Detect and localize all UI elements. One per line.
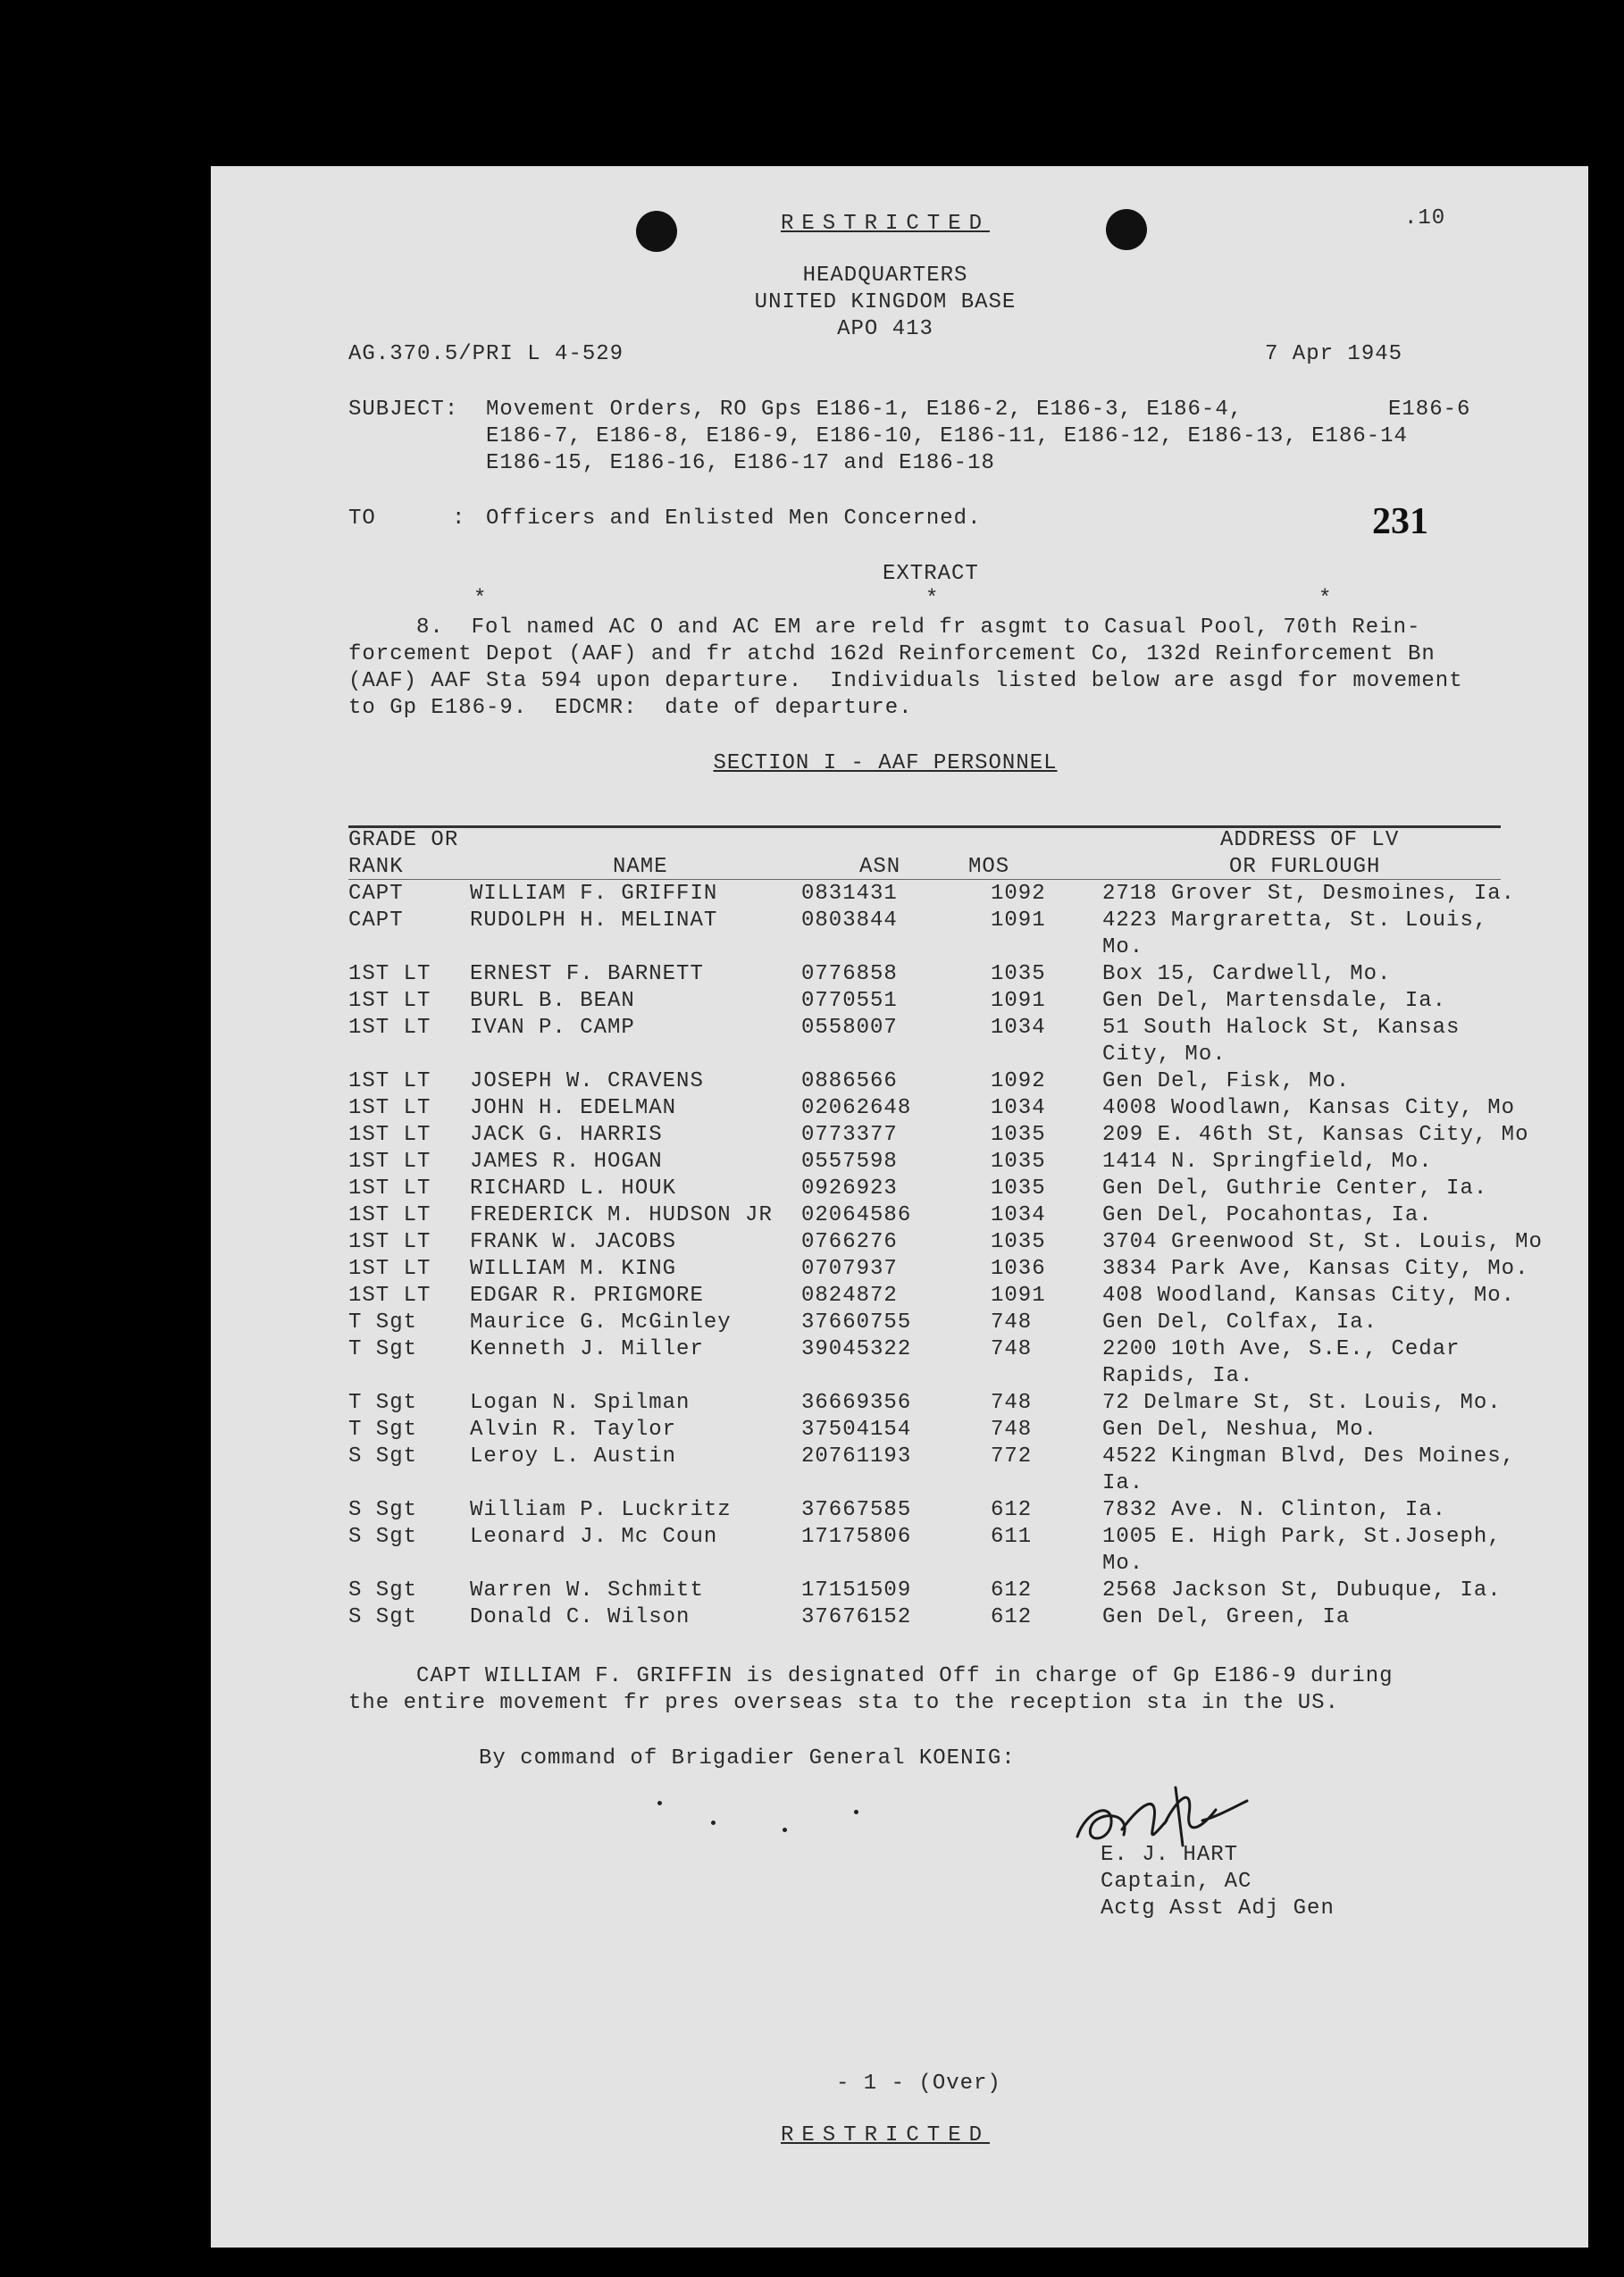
asn-cell: 02064586 [801, 1203, 912, 1227]
asn-cell: 37676152 [801, 1605, 912, 1629]
asn-cell: 0707937 [801, 1257, 898, 1281]
header-grade-1: GRADE OR [348, 828, 459, 852]
mos-cell: 748 [991, 1418, 1033, 1442]
address-cell: City, Mo. [1102, 1042, 1226, 1067]
designation-line-2: the entire movement fr pres overseas sta to the reception sta in the US. [348, 1691, 1339, 1715]
signer-rank: Captain, AC [1101, 1870, 1252, 1894]
address-cell: 4522 Kingman Blvd, Des Moines, [1102, 1444, 1516, 1469]
punch-hole-left [636, 211, 677, 252]
punch-hole-right [1106, 209, 1147, 250]
grade-cell: 1ST LT [348, 1176, 431, 1201]
name-cell: RUDOLPH H. MELINAT [470, 908, 718, 933]
grade-cell: 1ST LT [348, 1069, 431, 1093]
asn-cell: 17175806 [801, 1525, 912, 1549]
to-label: TO [348, 506, 376, 531]
asn-cell: 0773377 [801, 1123, 898, 1147]
grade-cell: 1ST LT [348, 1203, 431, 1227]
mos-cell: 612 [991, 1498, 1033, 1522]
asn-cell: 37504154 [801, 1418, 912, 1442]
asn-cell: 37667585 [801, 1498, 912, 1522]
paragraph-line-3: (AAF) AAF Sta 594 upon departure. Individuals listed below are asgd for movement [348, 669, 1463, 693]
asn-cell: 0926923 [801, 1176, 898, 1201]
address-cell: 4223 Margraretta, St. Louis, [1102, 908, 1488, 933]
grade-cell: 1ST LT [348, 1096, 431, 1120]
document-page [211, 166, 1588, 2248]
mos-cell: 1034 [991, 1203, 1046, 1227]
asn-cell: 0824872 [801, 1284, 898, 1308]
to-text: Officers and Enlisted Men Concerned. [486, 506, 982, 531]
mos-cell: 1092 [991, 1069, 1046, 1093]
address-cell: 3704 Greenwood St, St. Louis, Mo [1102, 1230, 1543, 1254]
address-cell: 2568 Jackson St, Dubuque, Ia. [1102, 1578, 1502, 1603]
name-cell: ERNEST F. BARNETT [470, 962, 704, 986]
address-cell: Gen Del, Green, Ia [1102, 1605, 1351, 1629]
asn-cell: 0770551 [801, 989, 898, 1013]
restricted-header: RESTRICTED [780, 212, 991, 236]
grade-cell: T Sgt [348, 1418, 418, 1442]
grade-cell: 1ST LT [348, 989, 431, 1013]
mos-cell: 1035 [991, 1150, 1046, 1174]
mos-cell: 1092 [991, 882, 1046, 906]
grade-cell: S Sgt [348, 1444, 418, 1469]
stray-mark [783, 1828, 787, 1832]
address-cell: 2200 10th Ave, S.E., Cedar [1102, 1337, 1461, 1361]
name-cell: Leonard J. Mc Coun [470, 1525, 718, 1549]
address-cell: 2718 Grover St, Desmoines, Ia. [1102, 882, 1516, 906]
name-cell: RICHARD L. HOUK [470, 1176, 677, 1201]
name-cell: Warren W. Schmitt [470, 1578, 704, 1603]
mos-cell: 1035 [991, 1123, 1046, 1147]
grade-cell: 1ST LT [348, 1016, 431, 1040]
mos-cell: 748 [991, 1337, 1033, 1361]
asterisk-left: * [473, 587, 488, 611]
address-cell: 4008 Woodlawn, Kansas City, Mo [1102, 1096, 1516, 1120]
grade-cell: 1ST LT [348, 1284, 431, 1308]
address-cell: Gen Del, Martensdale, Ia. [1102, 989, 1447, 1013]
name-cell: Maurice G. McGinley [470, 1310, 732, 1335]
file-reference: AG.370.5/PRI L 4-529 [348, 342, 624, 366]
address-cell: 1414 N. Springfield, Mo. [1102, 1150, 1433, 1174]
name-cell: JAMES R. HOGAN [470, 1150, 663, 1174]
grade-cell: 1ST LT [348, 962, 431, 986]
header-bottom-rule [348, 879, 1501, 880]
asn-cell: 17151509 [801, 1578, 912, 1603]
name-cell: Alvin R. Taylor [470, 1418, 677, 1442]
stray-mark [854, 1810, 858, 1814]
signer-name: E. J. HART [1101, 1843, 1239, 1867]
grade-cell: T Sgt [348, 1391, 418, 1415]
grade-cell: T Sgt [348, 1337, 418, 1361]
name-cell: Kenneth J. Miller [470, 1337, 704, 1361]
mos-cell: 748 [991, 1391, 1033, 1415]
stamped-number: 231 [1372, 501, 1428, 542]
mos-cell: 1036 [991, 1257, 1046, 1281]
asn-cell: 02062648 [801, 1096, 912, 1120]
address-cell: 209 E. 46th St, Kansas City, Mo [1102, 1123, 1529, 1147]
name-cell: EDGAR R. PRIGMORE [470, 1284, 704, 1308]
mos-cell: 1091 [991, 1284, 1046, 1308]
header-grade-2: RANK [348, 855, 404, 879]
grade-cell: CAPT [348, 882, 404, 906]
address-cell: Gen Del, Pocahontas, Ia. [1102, 1203, 1433, 1227]
address-cell: 1005 E. High Park, St.Joseph, [1102, 1525, 1502, 1549]
grade-cell: 1ST LT [348, 1150, 431, 1174]
asn-cell: 36669356 [801, 1391, 912, 1415]
header-mos: MOS [968, 855, 1010, 879]
name-cell: WILLIAM F. GRIFFIN [470, 882, 718, 906]
mos-cell: 1035 [991, 962, 1046, 986]
asn-cell: 0558007 [801, 1016, 898, 1040]
asn-cell: 0776858 [801, 962, 898, 986]
grade-cell: 1ST LT [348, 1257, 431, 1281]
grade-cell: S Sgt [348, 1498, 418, 1522]
grade-cell: S Sgt [348, 1525, 418, 1549]
page-marker: - 1 - (Over) [836, 2072, 1001, 2096]
name-cell: Leroy L. Austin [470, 1444, 677, 1469]
subject-line-1: Movement Orders, RO Gps E186-1, E186-2, E186-3, E186-4, [486, 398, 1243, 422]
paragraph-line-2: forcement Depot (AAF) and fr atchd 162d Reinforcement Co, 132d Reinforcement Bn [348, 642, 1436, 666]
asterisk-center: * [925, 587, 940, 611]
address-cell: Gen Del, Guthrie Center, Ia. [1102, 1176, 1488, 1201]
mos-cell: 612 [991, 1605, 1033, 1629]
address-cell: Gen Del, Fisk, Mo. [1102, 1069, 1351, 1093]
address-cell: 3834 Park Ave, Kansas City, Mo. [1102, 1257, 1529, 1281]
header-address-1: ADDRESS OF LV [1220, 828, 1400, 852]
asn-cell: 37660755 [801, 1310, 912, 1335]
mos-cell: 1035 [991, 1176, 1046, 1201]
name-cell: BURL B. BEAN [470, 989, 635, 1013]
name-cell: JOHN H. EDELMAN [470, 1096, 677, 1120]
grade-cell: 1ST LT [348, 1123, 431, 1147]
mos-cell: 748 [991, 1310, 1033, 1335]
subject-line-2: E186-7, E186-8, E186-9, E186-10, E186-11, E186-12, E186-13, E186-14 [486, 424, 1408, 448]
name-cell: Logan N. Spilman [470, 1391, 691, 1415]
address-cell: 7832 Ave. N. Clinton, Ia. [1102, 1498, 1447, 1522]
signer-title: Actg Asst Adj Gen [1101, 1896, 1335, 1921]
page-number: .10 [1404, 206, 1446, 230]
subject-line-3: E186-15, E186-16, E186-17 and E186-18 [486, 451, 995, 475]
asn-cell: 39045322 [801, 1337, 912, 1361]
name-cell: IVAN P. CAMP [470, 1016, 635, 1040]
address-cell: Mo. [1102, 1552, 1144, 1576]
asn-cell: 0803844 [801, 908, 898, 933]
grade-cell: 1ST LT [348, 1230, 431, 1254]
paragraph-line-4: to Gp E186-9. EDCMR: date of departure. [348, 696, 913, 720]
section-title: SECTION I - AAF PERSONNEL [713, 751, 1058, 775]
restricted-footer: RESTRICTED [780, 2123, 991, 2147]
mos-cell: 1034 [991, 1096, 1046, 1120]
asn-cell: 0831431 [801, 882, 898, 906]
mos-cell: 612 [991, 1578, 1033, 1603]
asn-cell: 20761193 [801, 1444, 912, 1469]
name-cell: WILLIAM M. KING [470, 1257, 677, 1281]
mos-cell: 1034 [991, 1016, 1046, 1040]
header-name: NAME [613, 855, 668, 879]
name-cell: FREDERICK M. HUDSON JR [470, 1203, 773, 1227]
address-cell: 72 Delmare St, St. Louis, Mo. [1102, 1391, 1502, 1415]
name-cell: JOSEPH W. CRAVENS [470, 1069, 704, 1093]
command-line: By command of Brigadier General KOENIG: [479, 1746, 1016, 1771]
designation-line-1: CAPT WILLIAM F. GRIFFIN is designated Off in charge of Gp E186-9 during [416, 1664, 1394, 1688]
document-date: 7 Apr 1945 [1265, 342, 1403, 366]
grade-cell: S Sgt [348, 1605, 418, 1629]
address-cell: Box 15, Cardwell, Mo. [1102, 962, 1392, 986]
org-line-3: APO 413 [837, 317, 933, 341]
address-cell: Gen Del, Neshua, Mo. [1102, 1418, 1378, 1442]
address-cell: Gen Del, Colfax, Ia. [1102, 1310, 1378, 1335]
asn-cell: 0766276 [801, 1230, 898, 1254]
mos-cell: 772 [991, 1444, 1033, 1469]
extract-title: EXTRACT [883, 562, 979, 586]
name-cell: JACK G. HARRIS [470, 1123, 663, 1147]
subject-line-1-tail: E186-6 [1388, 398, 1471, 422]
grade-cell: CAPT [348, 908, 404, 933]
org-line-2: UNITED KINGDOM BASE [754, 290, 1017, 314]
address-cell: 408 Woodland, Kansas City, Mo. [1102, 1284, 1516, 1308]
grade-cell: S Sgt [348, 1578, 418, 1603]
header-asn: ASN [859, 855, 901, 879]
header-address-2: OR FURLOUGH [1229, 855, 1381, 879]
address-cell: Rapids, Ia. [1102, 1364, 1254, 1388]
address-cell: Mo. [1102, 935, 1144, 959]
asn-cell: 0557598 [801, 1150, 898, 1174]
stray-mark [657, 1801, 662, 1805]
to-colon: : [452, 506, 466, 531]
address-cell: Ia. [1102, 1471, 1144, 1495]
org-line-1: HEADQUARTERS [802, 264, 968, 288]
name-cell: FRANK W. JACOBS [470, 1230, 677, 1254]
subject-label: SUBJECT: [348, 398, 459, 422]
name-cell: Donald C. Wilson [470, 1605, 691, 1629]
asn-cell: 0886566 [801, 1069, 898, 1093]
paragraph-line-1: 8. Fol named AC O and AC EM are reld fr asgmt to Casual Pool, 70th Rein- [416, 615, 1421, 640]
name-cell: William P. Luckritz [470, 1498, 732, 1522]
grade-cell: T Sgt [348, 1310, 418, 1335]
stray-mark [711, 1821, 716, 1825]
mos-cell: 611 [991, 1525, 1033, 1549]
mos-cell: 1091 [991, 989, 1046, 1013]
mos-cell: 1035 [991, 1230, 1046, 1254]
asterisk-right: * [1318, 587, 1333, 611]
mos-cell: 1091 [991, 908, 1046, 933]
address-cell: 51 South Halock St, Kansas [1102, 1016, 1461, 1040]
